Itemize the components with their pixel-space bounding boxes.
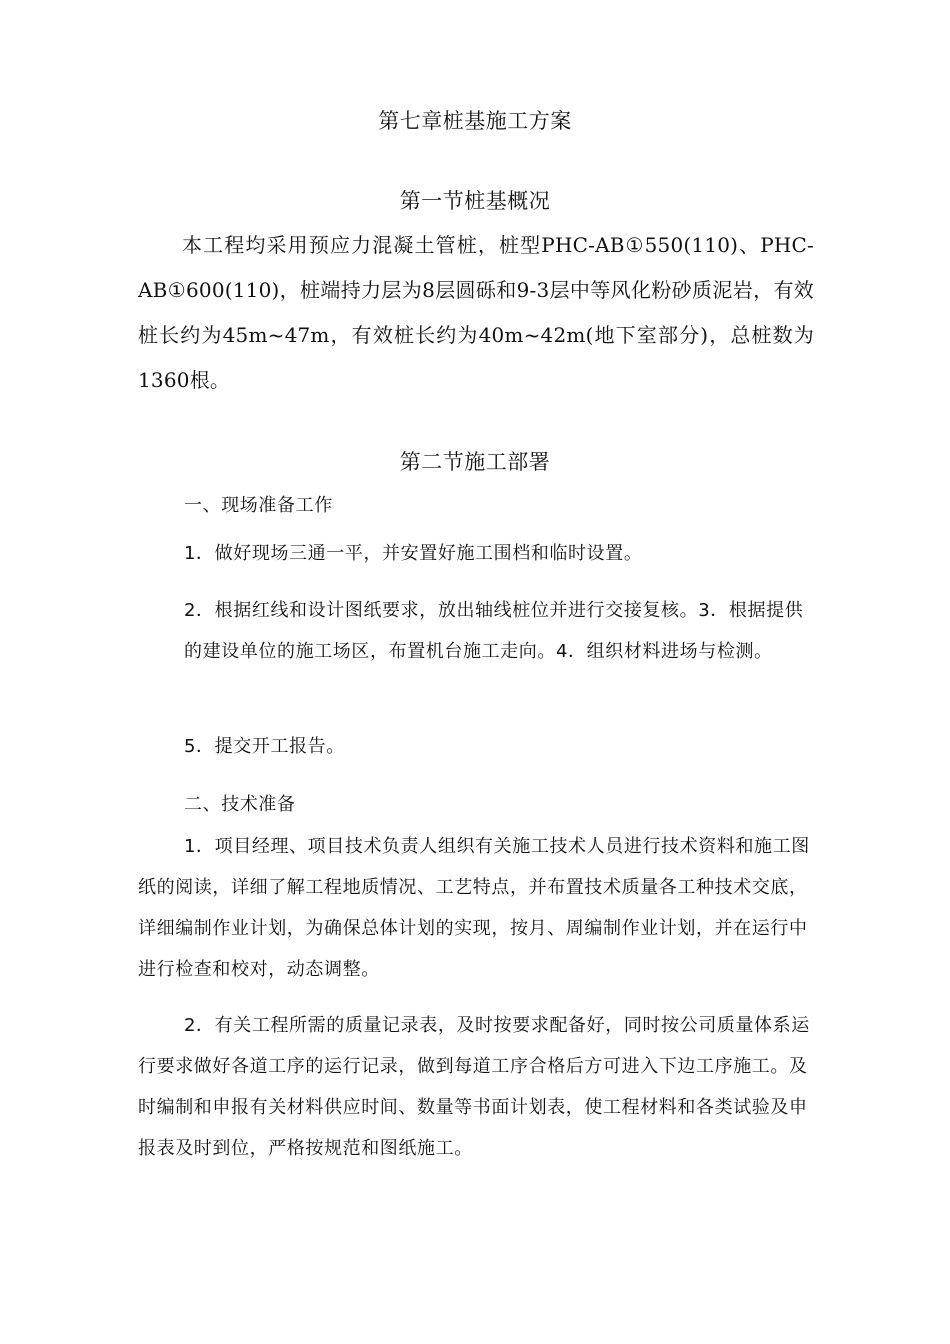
section-title: 第一节桩基概况: [399, 189, 551, 213]
section-paragraph: 本工程均采用预应力混凝土管桩，桩型PHC-AB①550(110)、PHC-AB①600(110)，桩端持力层为8层圆砾和9-3层中等风化粉砂质泥岩，有效桩长约为45m~47m，有效桩长约为40m~42m(地下室部分)，总桩数为1360根。: [138, 233, 814, 392]
subsection-heading: 一、现场准备工作: [184, 495, 333, 516]
list-item: 1．做好现场三通一平，并安置好施工围档和临时设置。: [184, 543, 643, 564]
chapter-title: 第七章桩基施工方案: [378, 109, 572, 133]
section-title: 第二节施工部署: [399, 450, 551, 474]
body-paragraph: 1．项目经理、项目技术负责人组织有关施工技术人员进行技术资料和施工图纸的阅读，详细了解工程地质情况、工艺特点，并布置技术质量各工种技术交底，详细编制作业计划，为确保总体计划的实现，按月、周编制作业计划，并在运行中进行检查和校对，动态调整。: [138, 836, 810, 980]
list-item: 2．根据红线和设计图纸要求，放出轴线桩位并进行交接复核。3．根据提供的建设单位的施工场区，布置机台施工走向。4．组织材料进场与检测。: [184, 600, 804, 662]
subsection-heading: 二、技术准备: [184, 794, 296, 815]
list-item: 5．提交开工报告。: [184, 736, 345, 757]
body-paragraph: 2．有关工程所需的质量记录表，及时按要求配备好，同时按公司质量体系运行要求做好各道工序的运行记录，做到每道工序合格后方可进入下边工序施工。及时编制和申报有关材料供应时间、数量等书面计划表，使工程材料和各类试验及申报表及时到位，严格按规范和图纸施工。: [138, 1015, 810, 1159]
